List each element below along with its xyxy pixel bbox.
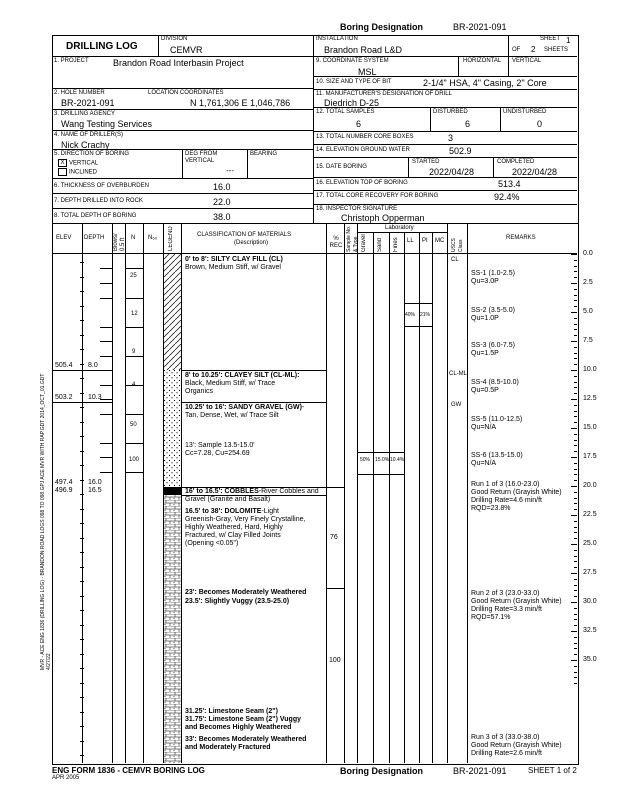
hole-number: BR-2021-091 <box>61 98 115 108</box>
depth-tick <box>80 349 84 350</box>
remark: SS-6 (13.5-15.0) Qu=N/A <box>471 452 523 467</box>
inclined-checkbox <box>58 168 67 176</box>
col-fines: Fines <box>393 237 399 252</box>
manufacturer-label: 11. MANUFACTURER'S DESIGNATION OF DRILL <box>316 91 452 97</box>
legend-strata <box>163 254 181 763</box>
drilled: 22.0 <box>213 197 231 207</box>
installation: Brandon Road L&D <box>324 45 403 55</box>
description-block: 10.25' to 16': SANDY GRAVEL (GW)-Tan, Dense, Wet, w/ Trace Silt <box>185 404 305 419</box>
depth-tick <box>80 654 84 655</box>
remark: Run 2 of 3 (23.0-33.0) Good Return (Grayish White) Drilling Rate=3.3 min/ft RQD=57.1% <box>471 590 562 621</box>
elev-top: 513.4 <box>498 179 521 189</box>
core-boxes-label: 13. TOTAL NUMBER CORE BOXES <box>316 134 414 140</box>
scale-minor-tick <box>574 590 577 591</box>
completed-label: COMPLETED <box>497 159 535 165</box>
scale-label: 35.0 <box>583 656 597 663</box>
elev-top-label: 16. ELEVATION TOP OF BORING <box>316 180 408 186</box>
depth-tick <box>80 697 84 698</box>
scale-tick <box>571 602 577 603</box>
scale-minor-tick <box>574 498 577 499</box>
depth-tick <box>80 538 84 539</box>
scale-minor-tick <box>574 271 577 272</box>
depth-tick <box>80 755 84 756</box>
gravel-value: 50% <box>360 457 371 463</box>
description-block: 13': Sample 13.5-15.0' Cc=7.28, Cu=254.69 <box>185 442 255 457</box>
scale-minor-tick <box>574 382 577 383</box>
depth-value: 10.3 <box>88 394 102 401</box>
depth-value: 16.0 <box>88 479 102 486</box>
scale-minor-tick <box>574 527 577 528</box>
side-file-path: MVR - ACE ENG 1836 (DRILLING LOG) - BRANDON ROAD LOGS 098 TO 098.GPJ ACE MVR WITH RAP.GDT 2014_OCT_01.GDT 4/27/22 <box>40 373 52 670</box>
scale-label: 27.5 <box>583 569 597 576</box>
depth-tick <box>80 726 84 727</box>
col-remarks: REMARKS <box>506 235 536 241</box>
date-completed: 2022/04/28 <box>512 167 558 177</box>
boring-designation: BR-2021-091 <box>453 22 507 32</box>
disturbed-label: DISTURBED <box>433 109 468 115</box>
scale-minor-tick <box>574 503 577 504</box>
project: Brandon Road Interbasin Project <box>113 58 244 68</box>
depth-tick <box>80 393 84 394</box>
scale-tick <box>571 515 577 516</box>
scale-minor-tick <box>574 648 577 649</box>
scale-tick <box>571 486 577 487</box>
n-value: 9 <box>132 349 136 355</box>
description-block: 33': Becomes Moderately Weathered and Moderately Fractured <box>185 736 307 751</box>
depth-tick <box>80 262 84 263</box>
driller-label: 4. NAME OF DRILLER(S) <box>54 132 124 138</box>
uscs-value: CL-ML <box>449 371 468 377</box>
legend-clayey-silt <box>163 370 181 402</box>
rec-value: 76 <box>330 534 338 541</box>
col-rec: % REC <box>329 236 343 249</box>
scale-minor-tick <box>574 492 577 493</box>
scale-minor-tick <box>574 300 577 301</box>
scale-minor-tick <box>574 387 577 388</box>
col-n: N <box>131 235 136 241</box>
form-title: DRILLING LOG <box>66 41 138 52</box>
scale-label: 7.5 <box>583 337 593 344</box>
depth-tick <box>80 712 84 713</box>
depth-tick <box>80 436 84 437</box>
ll-value: 40% <box>405 312 416 318</box>
description-block: 31.25': Limestone Seam (2") 31.75': Limestone Seam (2") Vuggy and Becomes Highly Weathered <box>185 708 301 731</box>
location-coordinates: N 1,761,306 E 1,046,786 <box>190 98 291 108</box>
coord-system-label: 9. COORDINATE SYSTEM <box>316 58 389 64</box>
total-depth: 38.0 <box>213 212 231 222</box>
scale-minor-tick <box>574 393 577 394</box>
scale-minor-tick <box>574 614 577 615</box>
direction-label: 5. DIRECTION OF BORING <box>54 151 130 157</box>
vertical-option <box>58 159 98 168</box>
col-description: (Description) <box>234 240 269 246</box>
scale-tick <box>571 312 577 313</box>
manufacturer: Diedrich D-25 <box>324 98 380 108</box>
scale-minor-tick <box>574 625 577 626</box>
core-recovery: 92.4% <box>494 192 520 202</box>
description-block: 0' to 8': SILTY CLAY FILL (CL) Brown, Medium Stiff, w/ Gravel <box>185 256 283 271</box>
col-classification: CLASSIFICATION OF MATERIALS <box>197 232 292 238</box>
depth-tick <box>80 306 84 307</box>
depth-tick <box>80 567 84 568</box>
groundwater-label: 14. ELEVATION GROUND WATER <box>316 147 410 153</box>
scale-minor-tick <box>574 306 577 307</box>
samples-label: 12. TOTAL SAMPLES <box>316 109 375 115</box>
overburden: 16.0 <box>213 182 231 192</box>
scale-minor-tick <box>574 445 577 446</box>
scale-tick <box>571 370 577 371</box>
date-boring-label: 15. DATE BORING <box>316 164 367 170</box>
n-value: 100 <box>129 457 140 463</box>
scale-minor-tick <box>574 556 577 557</box>
scale-minor-tick <box>574 532 577 533</box>
depth-tick <box>80 668 84 669</box>
scale-minor-tick <box>574 353 577 354</box>
scale-tick <box>571 428 577 429</box>
scale-minor-tick <box>574 358 577 359</box>
depth-tick <box>80 422 84 423</box>
groundwater: 502.9 <box>449 146 472 156</box>
sheet-label: SHEET <box>540 36 561 42</box>
vertical-label: VERTICAL <box>512 58 542 64</box>
scale-minor-tick <box>574 405 577 406</box>
scale-label: 25.0 <box>583 540 597 547</box>
remark: Run 3 of 3 (33.0-38.0) Good Return (Grayish White) Drilling Rate=2.6 min/ft <box>471 734 562 757</box>
scale-minor-tick <box>574 463 577 464</box>
legend-sandy-gravel <box>163 402 181 487</box>
scale-tick <box>571 283 577 284</box>
scale-minor-tick <box>574 469 577 470</box>
scale-minor-tick <box>574 480 577 481</box>
scale-minor-tick <box>574 619 577 620</box>
depth-tick <box>80 625 84 626</box>
scale-label: 5.0 <box>583 308 593 315</box>
scale-minor-tick <box>574 666 577 667</box>
scale-minor-tick <box>574 440 577 441</box>
depth-tick <box>80 277 84 278</box>
scale-minor-tick <box>574 654 577 655</box>
depth-tick <box>80 335 84 336</box>
elev-value: 496.9 <box>55 487 73 494</box>
installation-label: INSTALLATION <box>316 36 358 42</box>
depth-tick <box>80 741 84 742</box>
depth-value: 16.5 <box>88 487 102 494</box>
bit-size: 2-1/4" HSA, 4" Casing, 2" Core <box>423 78 547 88</box>
col-mc: MC <box>435 238 445 244</box>
scale-minor-tick <box>574 318 577 319</box>
footer-designation-label: Boring Designation <box>340 766 423 776</box>
scale-minor-tick <box>574 411 577 412</box>
pi-value: 21% <box>420 312 431 318</box>
location-label: LOCATION COORDINATES <box>148 90 224 96</box>
col-sample-no: Sample No. & Type <box>346 225 359 252</box>
drilled-label: 7. DEPTH DRILLED INTO ROCK <box>54 198 143 204</box>
scale-tick <box>571 254 577 255</box>
remark: SS-5 (11.0-12.5) Qu=N/A <box>471 416 523 431</box>
description-block: 23': Becomes Moderately Weathered <box>185 589 307 596</box>
inclined-option <box>58 168 97 177</box>
col-n60: N₆₀ <box>148 235 158 241</box>
driller: Nick Crachy <box>61 140 110 150</box>
col-uscs: USCS Class <box>451 238 464 252</box>
core-recovery-label: 17. TOTAL CORE RECOVERY FOR BORING <box>316 193 439 199</box>
scale-tick <box>571 573 577 574</box>
scale-minor-tick <box>574 376 577 377</box>
remark: SS-1 (1.0-2.5) Qu=3.0P <box>471 270 515 285</box>
depth-tick <box>80 320 84 321</box>
deg-from-vertical-label: DEG FROM VERTICAL <box>185 151 218 164</box>
project-label: 1. PROJECT <box>54 58 89 64</box>
scale-minor-tick <box>574 474 577 475</box>
scale-minor-tick <box>574 550 577 551</box>
footer-designation: BR-2021-091 <box>453 766 507 776</box>
scale-tick <box>571 660 577 661</box>
depth-tick <box>80 451 84 452</box>
depth-tick <box>80 552 84 553</box>
footer-sheet: SHEET 1 of 2 <box>528 766 577 775</box>
description-block: 16' to 16.5': COBBLES-River Cobbles and Gravel (Granite and Basalt) <box>185 488 319 503</box>
scale-minor-tick <box>574 579 577 580</box>
remark: Run 1 of 3 (16.0-23.0) Good Return (Grayish White) Drilling Rate=4.6 min/ft RQD=23.8% <box>471 481 562 512</box>
depth-tick <box>80 291 84 292</box>
scale-minor-tick <box>574 677 577 678</box>
scale-label: 0.0 <box>583 250 593 257</box>
division-label: DIVISION <box>161 36 188 42</box>
scale-minor-tick <box>574 347 577 348</box>
scale-minor-tick <box>574 596 577 597</box>
scale-minor-tick <box>574 643 577 644</box>
horizontal-label: HORIZONTAL <box>463 58 502 64</box>
col-pi: PI <box>422 238 428 244</box>
scale-label: 20.0 <box>583 482 597 489</box>
scale-minor-tick <box>574 672 577 673</box>
samples-total: 6 <box>356 119 362 129</box>
uscs-value: CL <box>451 257 459 263</box>
scale-label: 12.5 <box>583 395 597 402</box>
vertical-checkbox: X <box>58 159 67 167</box>
agency-label: 3. DRILLING AGENCY <box>54 111 116 117</box>
scale-minor-tick <box>574 561 577 562</box>
scale-minor-tick <box>574 585 577 586</box>
depth-tick <box>80 364 84 365</box>
scale-label: 30.0 <box>583 598 597 605</box>
remark: SS-4 (8.5-10.0) Qu=0.5P <box>471 379 519 394</box>
started-label: STARTED <box>412 159 440 165</box>
total-depth-label: 8. TOTAL DEPTH OF BORING <box>54 213 137 219</box>
scale-label: 32.5 <box>583 627 597 634</box>
scale-minor-tick <box>574 266 577 267</box>
bearing-label: BEARING <box>250 151 278 157</box>
col-sand: Sand <box>377 237 383 252</box>
remark: SS-3 (6.0-7.5) Qu=1.5P <box>471 342 515 357</box>
col-ll: LL <box>407 238 414 244</box>
inspector-label: 18. INSPECTOR SIGNATURE <box>316 206 398 212</box>
scale-label: 15.0 <box>583 424 597 431</box>
vertical-option-label: VERTICAL <box>69 160 99 167</box>
depth-tick <box>80 378 84 379</box>
scale-minor-tick <box>574 335 577 336</box>
n-value: 12 <box>131 311 138 317</box>
n-value: 25 <box>130 273 137 279</box>
remark: SS-2 (3.5-5.0) Qu=1.0P <box>471 307 515 322</box>
depth-tick <box>80 610 84 611</box>
scale-minor-tick <box>574 324 577 325</box>
scale-label: 2.5 <box>583 279 593 286</box>
scale-minor-tick <box>574 329 577 330</box>
scale-minor-tick <box>574 422 577 423</box>
scale-minor-tick <box>574 637 577 638</box>
scale-tick <box>571 341 577 342</box>
col-blows: Blows/ 0.5 ft <box>113 233 126 251</box>
sheets-total: 2 <box>531 45 536 54</box>
boring-designation-label: Boring Designation <box>340 22 423 32</box>
scale-minor-tick <box>574 509 577 510</box>
bit-size-label: 10. SIZE AND TYPE OF BIT <box>316 79 392 85</box>
scale-label: 10.0 <box>583 366 597 373</box>
scale-minor-tick <box>574 608 577 609</box>
overburden-label: 6. THICKNESS OF OVERBURDEN <box>54 183 149 189</box>
scale-minor-tick <box>574 567 577 568</box>
col-depth: DEPTH <box>84 235 105 241</box>
core-boxes: 3 <box>448 133 454 143</box>
rec-value: 100 <box>329 657 341 664</box>
scale-label: 22.5 <box>583 511 597 518</box>
col-gravel: Gravel <box>361 234 367 252</box>
sand-value: 15.0% <box>375 457 390 463</box>
scale-minor-tick <box>574 434 577 435</box>
depth-tick <box>80 639 84 640</box>
description-block: 23.5': Slightly Vuggy (23.5-25.0) <box>185 598 290 605</box>
depth-tick <box>80 596 84 597</box>
footer-form: ENG FORM 1836 - CEMVR BORING LOG <box>52 766 205 775</box>
col-legend: LEGEND <box>168 226 174 251</box>
scale-tick <box>571 544 577 545</box>
col-elev: ELEV <box>56 235 72 241</box>
division: CEMVR <box>170 45 203 55</box>
depth-tick <box>80 480 84 481</box>
sheets-label: SHEETS <box>544 47 569 53</box>
scale-minor-tick <box>574 277 577 278</box>
uscs-value: GW <box>451 402 462 408</box>
of-label: OF <box>512 47 521 53</box>
depth-tick <box>80 509 84 510</box>
description-block: 16.5' to 38': DOLOMITE-Light Greenish-Gray, Very Finely Crystalline, Highly Weathered, Hard, Highly Fractured, w/ Clay Filled Joints (Opening <0.05") <box>185 508 306 547</box>
depth-tick <box>80 523 84 524</box>
legend-dolomite <box>163 495 181 763</box>
scale-minor-tick <box>574 260 577 261</box>
vertical-datum: MSL <box>358 67 377 77</box>
elev-value: 497.4 <box>55 479 73 486</box>
undisturbed-label: UNDISTURBED <box>503 109 547 115</box>
undisturbed: 0 <box>537 119 543 129</box>
n-value: 50 <box>130 422 137 428</box>
scale-minor-tick <box>574 416 577 417</box>
inspector: Christoph Opperman <box>341 213 425 223</box>
col-laboratory: Laboratory <box>385 225 414 231</box>
scale-minor-tick <box>574 364 577 365</box>
scale-minor-tick <box>574 289 577 290</box>
depth-tick <box>80 407 84 408</box>
scale-minor-tick <box>574 521 577 522</box>
footer-date: APR 2005 <box>52 775 80 781</box>
elev-value: 505.4 <box>55 362 73 369</box>
depth-tick <box>80 581 84 582</box>
depth-tick <box>80 683 84 684</box>
deg-value: --- <box>226 166 234 175</box>
scale-minor-tick <box>574 683 577 684</box>
scale-tick <box>571 457 577 458</box>
sheet-no: 1 <box>566 36 571 45</box>
inclined-option-label: INCLINED <box>69 169 98 176</box>
depth-value: 8.0 <box>88 362 98 369</box>
elev-value: 503.2 <box>55 394 73 401</box>
disturbed: 6 <box>465 119 471 129</box>
legend-fill-clay <box>163 254 181 370</box>
hole-number-label: 2. HOLE NUMBER <box>54 90 105 96</box>
date-started: 2022/04/28 <box>429 167 475 177</box>
agency: Wang Testing Services <box>61 119 153 129</box>
scale-minor-tick <box>574 295 577 296</box>
scale-minor-tick <box>574 538 577 539</box>
n-value: 4 <box>132 382 136 388</box>
scale-label: 17.5 <box>583 453 597 460</box>
depth-tick <box>80 465 84 466</box>
legend-cobbles <box>163 487 181 495</box>
depth-tick <box>80 494 84 495</box>
fines-value: 10.4% <box>390 457 405 463</box>
scale-tick <box>571 399 577 400</box>
scale-minor-tick <box>574 451 577 452</box>
scale-tick <box>571 631 577 632</box>
description-block: 8' to 10.25': CLAYEY SILT (CL-ML): Black, Medium Stiff, w/ Trace Organics <box>185 372 300 395</box>
